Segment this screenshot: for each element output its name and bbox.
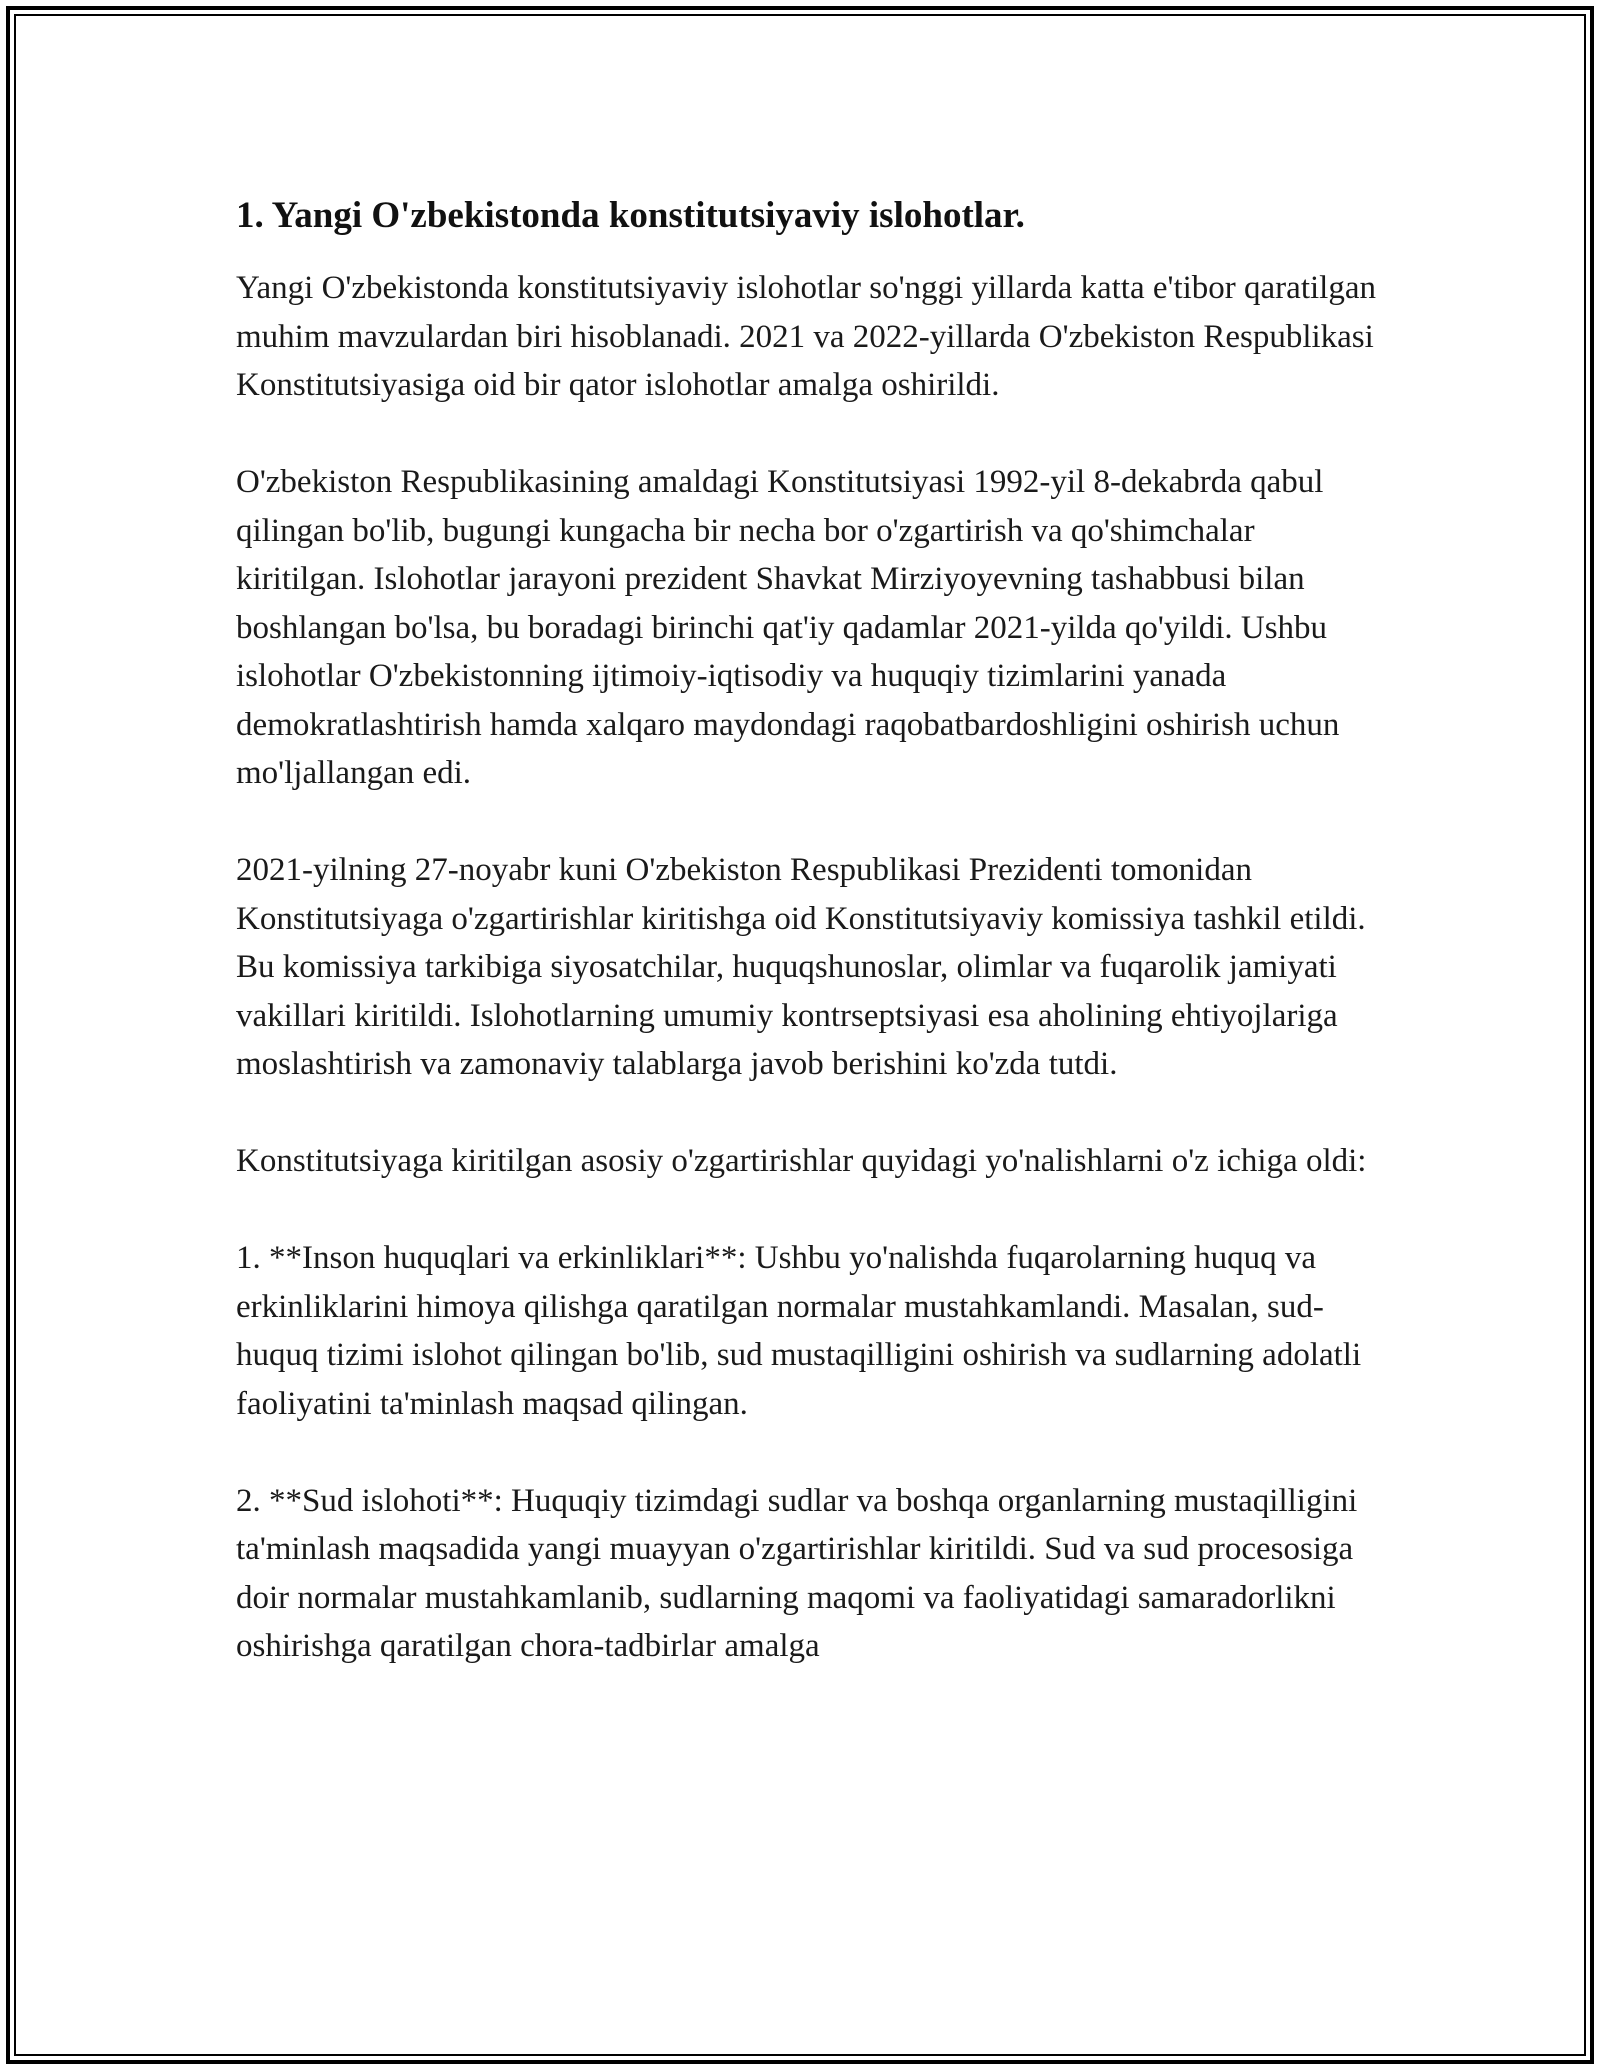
paragraph-main-changes-intro: Konstitutsiyaga kiritilgan asosiy o'zgartirishlar quyidagi yo'nalishlarni o'z ichiga oldi: bbox=[236, 1143, 1367, 1179]
list-item-human-rights: 1. **Inson huquqlari va erkinliklari**: Ushbu yo'nalishda fuqarolarning huquq va erkinliklarini himoya qilishga qaratilgan normalar mustahkamlandi. Masalan, sud-huquq tizimi islohot qilingan bo'lib, sud mustaqilligini oshirish va sudlarning adolatli faoliyatini ta'minlash maqsad qilingan. bbox=[236, 1240, 1362, 1422]
paragraph-constitution-history: O'zbekiston Respublikasining amaldagi Konstitutsiyasi 1992-yil 8-dekabrda qabul qilingan bo'lib, bugungi kungacha bir necha bor o'zgartirish va qo'shimchalar kiritilgan. Islohotlar jarayoni prezident Shavkat Mirziyoyevning tashabbusi bilan boshlangan bo'lsa, bu boradagi birinchi qat'iy qadamlar 2021-yilda qo'yildi. Ushbu islohotlar O'zbekistonning ijtimoiy-iqtisodiy va huquqiy tizimlarini yanada demokratlashtirish hamda xalqaro maydondagi raqobatbardoshligini oshirish uchun mo'ljallangan edi. bbox=[236, 464, 1340, 791]
paragraph-intro: Yangi O'zbekistonda konstitutsiyaviy islohotlar so'nggi yillarda katta e'tibor qaratilgan muhim mavzulardan biri hisoblanadi. 2021 va 2022-yillarda O'zbekiston Respublikasi Konstitutsiyasiga oid bir qator islohotlar amalga oshirildi. bbox=[236, 270, 1376, 403]
document-body bbox=[236, 188, 1376, 1671]
document-title: 1. Yangi O'zbekistonda konstitutsiyaviy islohotlar. bbox=[236, 195, 1025, 236]
paragraph-commission: 2021-yilning 27-noyabr kuni O'zbekiston Respublikasi Prezidenti tomonidan Konstitutsiyaga o'zgartirishlar kiritishga oid Konstitutsiyaviy komissiya tashkil etildi. Bu komissiya tarkibiga siyosatchilar, huquqshunoslar, olimlar va fuqarolik jamiyati vakillari kiritildi. Islohotlarning umumiy kontrseptsiyasi esa aholining ehtiyojlariga moslashtirish va zamonaviy talablarga javob berishini ko'zda tutdi. bbox=[236, 852, 1366, 1082]
list-item-judicial-reform: 2. **Sud islohoti**: Huquqiy tizimdagi sudlar va boshqa organlarning mustaqilligini ta'minlash maqsadida yangi muayyan o'zgartirishlar kiritildi. Sud va sud procesosiga doir normalar mustahkamlanib, sudlarning maqomi va faoliyatidagi samaradorlikni oshirishga qaratilgan chora-tadbirlar amalga bbox=[236, 1482, 1358, 1664]
